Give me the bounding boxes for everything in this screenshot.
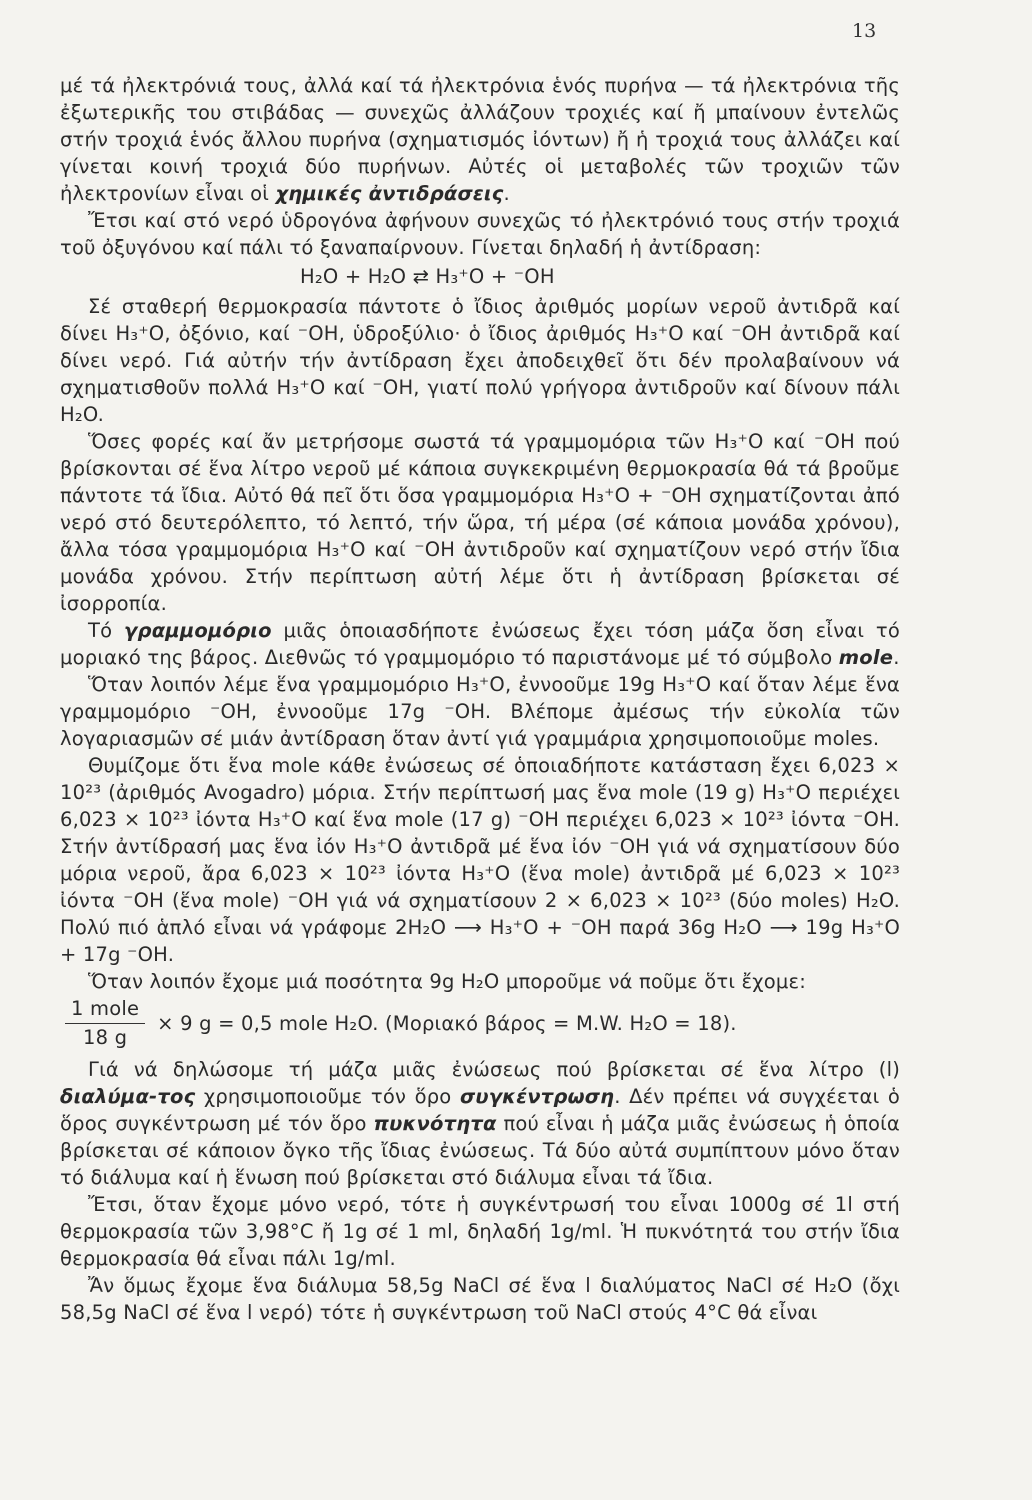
paragraph-8: Ὅταν λοιπόν ἔχομε μιά ποσότητα 9g H₂O μποροῦμε νά ποῦμε ὅτι ἔχομε: (88, 970, 807, 993)
term-mole-symbol: mole (838, 646, 894, 669)
paragraph-11: Ἄν ὅμως ἔχομε ἕνα διάλυμα 58,5g NaCl σέ ἕνα l διαλύματος NaCl σέ H₂O (ὄχι 58,5g NaCl σέ ἕνα l νερό) τότε ἡ συγκέντρωση τοῦ NaCl στούς 4°C θά εἶναι (60, 1274, 900, 1324)
term-density: πυκνότητα (373, 1112, 497, 1135)
calculation-result: × 9 g = 0,5 mole H₂O. (Μοριακό βάρος = M.W. H₂O = 18). (157, 1012, 737, 1035)
paragraph-7: Θυμίζομε ὅτι ἕνα mole κάθε ἐνώσεως σέ ὁποιαδήποτε κατάσταση ἔχει 6,023 × 10²³ (ἀριθμός Avogadro) μόρια. Στήν περίπτωσή μας ἕνα mole (19 g) H₃⁺O περιέχει 6,023 × 10²³ ἰόντα H₃⁺O καί ἕνα mole (17 g) ⁻OH περιέχει 6,023 × 10²³ ἰόντα ⁻OH. Στήν ἀντίδρασή μας ἕνα ἰόν H₃⁺O ἀντιδρᾶ μέ ἕνα ἰόν ⁻OH γιά νά σχηματίσουν δύο μόρια νεροῦ, ἄρα 6,023 × 10²³ ἰόντα H₃⁺O (ἕνα mole) ἀντιδρᾶ μέ 6,023 × 10²³ ἰόντα ⁻OH (ἕνα mole) ⁻OH γιά νά σχηματίσουν 2 × 6,023 × 10²³ (δύο moles) H₂O. Πολύ πιό ἁπλό εἶναι νά γράφομε 2H₂O ⟶ H₃⁺O + ⁻OH παρά 36g H₂O ⟶ 19g H₃⁺O + 17g ⁻OH. (60, 754, 900, 966)
fraction-denominator: 18 g (82, 1026, 128, 1049)
term-chemical-reactions: χημικές ἀντιδράσεις (275, 182, 504, 205)
paragraph-text: Γιά νά δηλώσομε τή μάζα μιᾶς ἐνώσεως πού βρίσκεται σέ ἕνα λίτρο (l) (88, 1058, 900, 1081)
paragraph-text: . (503, 182, 510, 205)
paragraph-text: μέ τά ἠλεκτρόνιά τους, ἀλλά καί τά ἠλεκτρόνια ἑνός πυρήνα — τά ἠλεκτρόνια τῆς ἐξωτερικῆς του στιβάδας — συνεχῶς ἀλλάζουν τροχιές καί ἤ μπαίνουν ἐντελῶς στήν τροχιά ἑνός ἄλλου πυρήνα (σχηματισμός ἰόντων) ἤ ἡ τροχιά τους ἀλλάζει καί γίνεται κοινή τροχιά δύο πυρήνων. Αὐτές οἱ μεταβολές τῶν τροχιῶν τῶν ἠλεκτρονίων εἶναι οἱ (60, 74, 900, 205)
term-solution-part-2: τος (157, 1085, 196, 1108)
fraction-numerator: 1 mole (65, 997, 145, 1024)
mole-calculation (60, 997, 900, 1050)
term-concentration: συγκέντρωση (459, 1085, 615, 1108)
equation-water-autoionization: H₂O + H₂O ⇄ H₃⁺O + ⁻OH (300, 265, 555, 288)
term-solution (60, 1085, 195, 1108)
paragraph-text: Τό (88, 619, 113, 642)
paragraph-text: . (893, 646, 900, 669)
paragraph-6: Ὅταν λοιπόν λέμε ἕνα γραμμομόριο H₃⁺O, ἐννοοῦμε 19g H₃⁺O καί ὅταν λέμε ἕνα γραμμομόριο ⁻OH, ἐννοοῦμε 17g ⁻OH. Βλέπομε ἀμέσως τήν εὐκολία τῶν λογαριασμῶν σέ μιάν ἀντίδραση ὅταν ἀντί γιά γραμμάρια χρησιμοποιοῦμε moles. (60, 673, 900, 750)
term-mole-word: γραμμομόριο (124, 619, 272, 642)
paragraph-9 (60, 1056, 900, 1191)
paragraph-text: μιᾶς ὁποιασδήποτε ἐνώσεως ἔχει τόση μάζα ὅση εἶναι τό μοριακό της βάρος. Διεθνῶς τό γραμμομόριο τό παριστάνομε μέ τό σύμβολο (60, 619, 901, 669)
paragraph-2: Ἔτσι καί στό νερό ὑδρογόνα ἀφήνουν συνεχῶς τό ἠλεκτρόνιό τους στήν τροχιά τοῦ ὀξυγόνου καί πάλι τό ξαναπαίρνουν. Γίνεται δηλαδή ἡ ἀντίδραση: (60, 209, 900, 259)
paragraph-text: χρησιμοποιοῦμε τόν ὅρο (203, 1085, 452, 1108)
paragraph-5 (60, 617, 900, 671)
paragraph-1 (60, 72, 900, 207)
paragraph-10: Ἔτσι, ὅταν ἔχομε μόνο νερό, τότε ἡ συγκέντρωσή του εἶναι 1000g σέ 1l στή θερμοκρασία τῶν 3,98°C ἤ 1g σέ 1 ml, δηλαδή 1g/ml. Ἡ πυκνότητά του στήν ἴδια θερμοκρασία θά εἶναι πάλι 1g/ml. (60, 1193, 900, 1270)
paragraph-text: πού εἶναι ἡ μάζα μιᾶς ἐνώσεως ἡ ὁποία βρίσκεται σέ κάποιον ὄγκο τῆς ἴδιας ἐνώσεως. Τά δύο αὐτά συμπίπτουν μόνο ὅταν τό διάλυμα καί ἡ ἕνωση πού βρίσκεται στό διάλυμα εἶναι τά ἴδια. (60, 1112, 900, 1189)
paragraph-4: Ὅσες φορές καί ἄν μετρήσομε σωστά τά γραμμομόρια τῶν H₃⁺O καί ⁻OH πού βρίσκονται σέ ἕνα λίτρο νεροῦ μέ κάποια συγκεκριμένη θερμοκρασία θά τά βροῦμε πάντοτε τά ἴδια. Αὐτό θά πεῖ ὅτι ὅσα γραμμομόρια H₃⁺O + ⁻OH σχηματίζονται ἀπό νερό στό δευτερόλεπτο, τό λεπτό, τήν ὥρα, τή μέρα (σέ κάποια μονάδα χρόνου), ἄλλα τόσα γραμμομόρια H₃⁺O καί ⁻OH ἀντιδροῦν καί σχηματίζουν νερό στήν ἴδια μονάδα χρόνου. Στήν περίπτωση αὐτή λέμε ὅτι ἡ ἀντίδραση βρίσκεται σέ ἰσορροπία. (60, 430, 900, 615)
fraction (65, 997, 145, 1050)
term-solution-part-1: διαλύμα- (60, 1085, 158, 1108)
body-text (60, 72, 900, 1326)
page-number: 13 (852, 20, 877, 42)
paragraph-text: . Δέν πρέπει νά συγχέεται ὁ ὅρος συγκέντρωση μέ τόν ὅρο (60, 1085, 901, 1135)
paragraph-3: Σέ σταθερή θερμοκρασία πάντοτε ὁ ἴδιος ἀριθμός μορίων νεροῦ ἀντιδρᾶ καί δίνει H₃⁺O, ὀξόνιο, καί ⁻OH, ὑδροξύλιο· ὁ ἴδιος ἀριθμός H₃⁺O καί ⁻OH ἀντιδρᾶ καί δίνει νερό. Γιά αὐτήν τήν ἀντίδραση ἔχει ἀποδειχθεῖ ὅτι δέν προλαβαίνουν νά σχηματισθοῦν πολλά H₃⁺O καί ⁻OH, γιατί πολύ γρήγορα ἀντιδροῦν καί δίνουν πάλι H₂O. (60, 295, 900, 426)
